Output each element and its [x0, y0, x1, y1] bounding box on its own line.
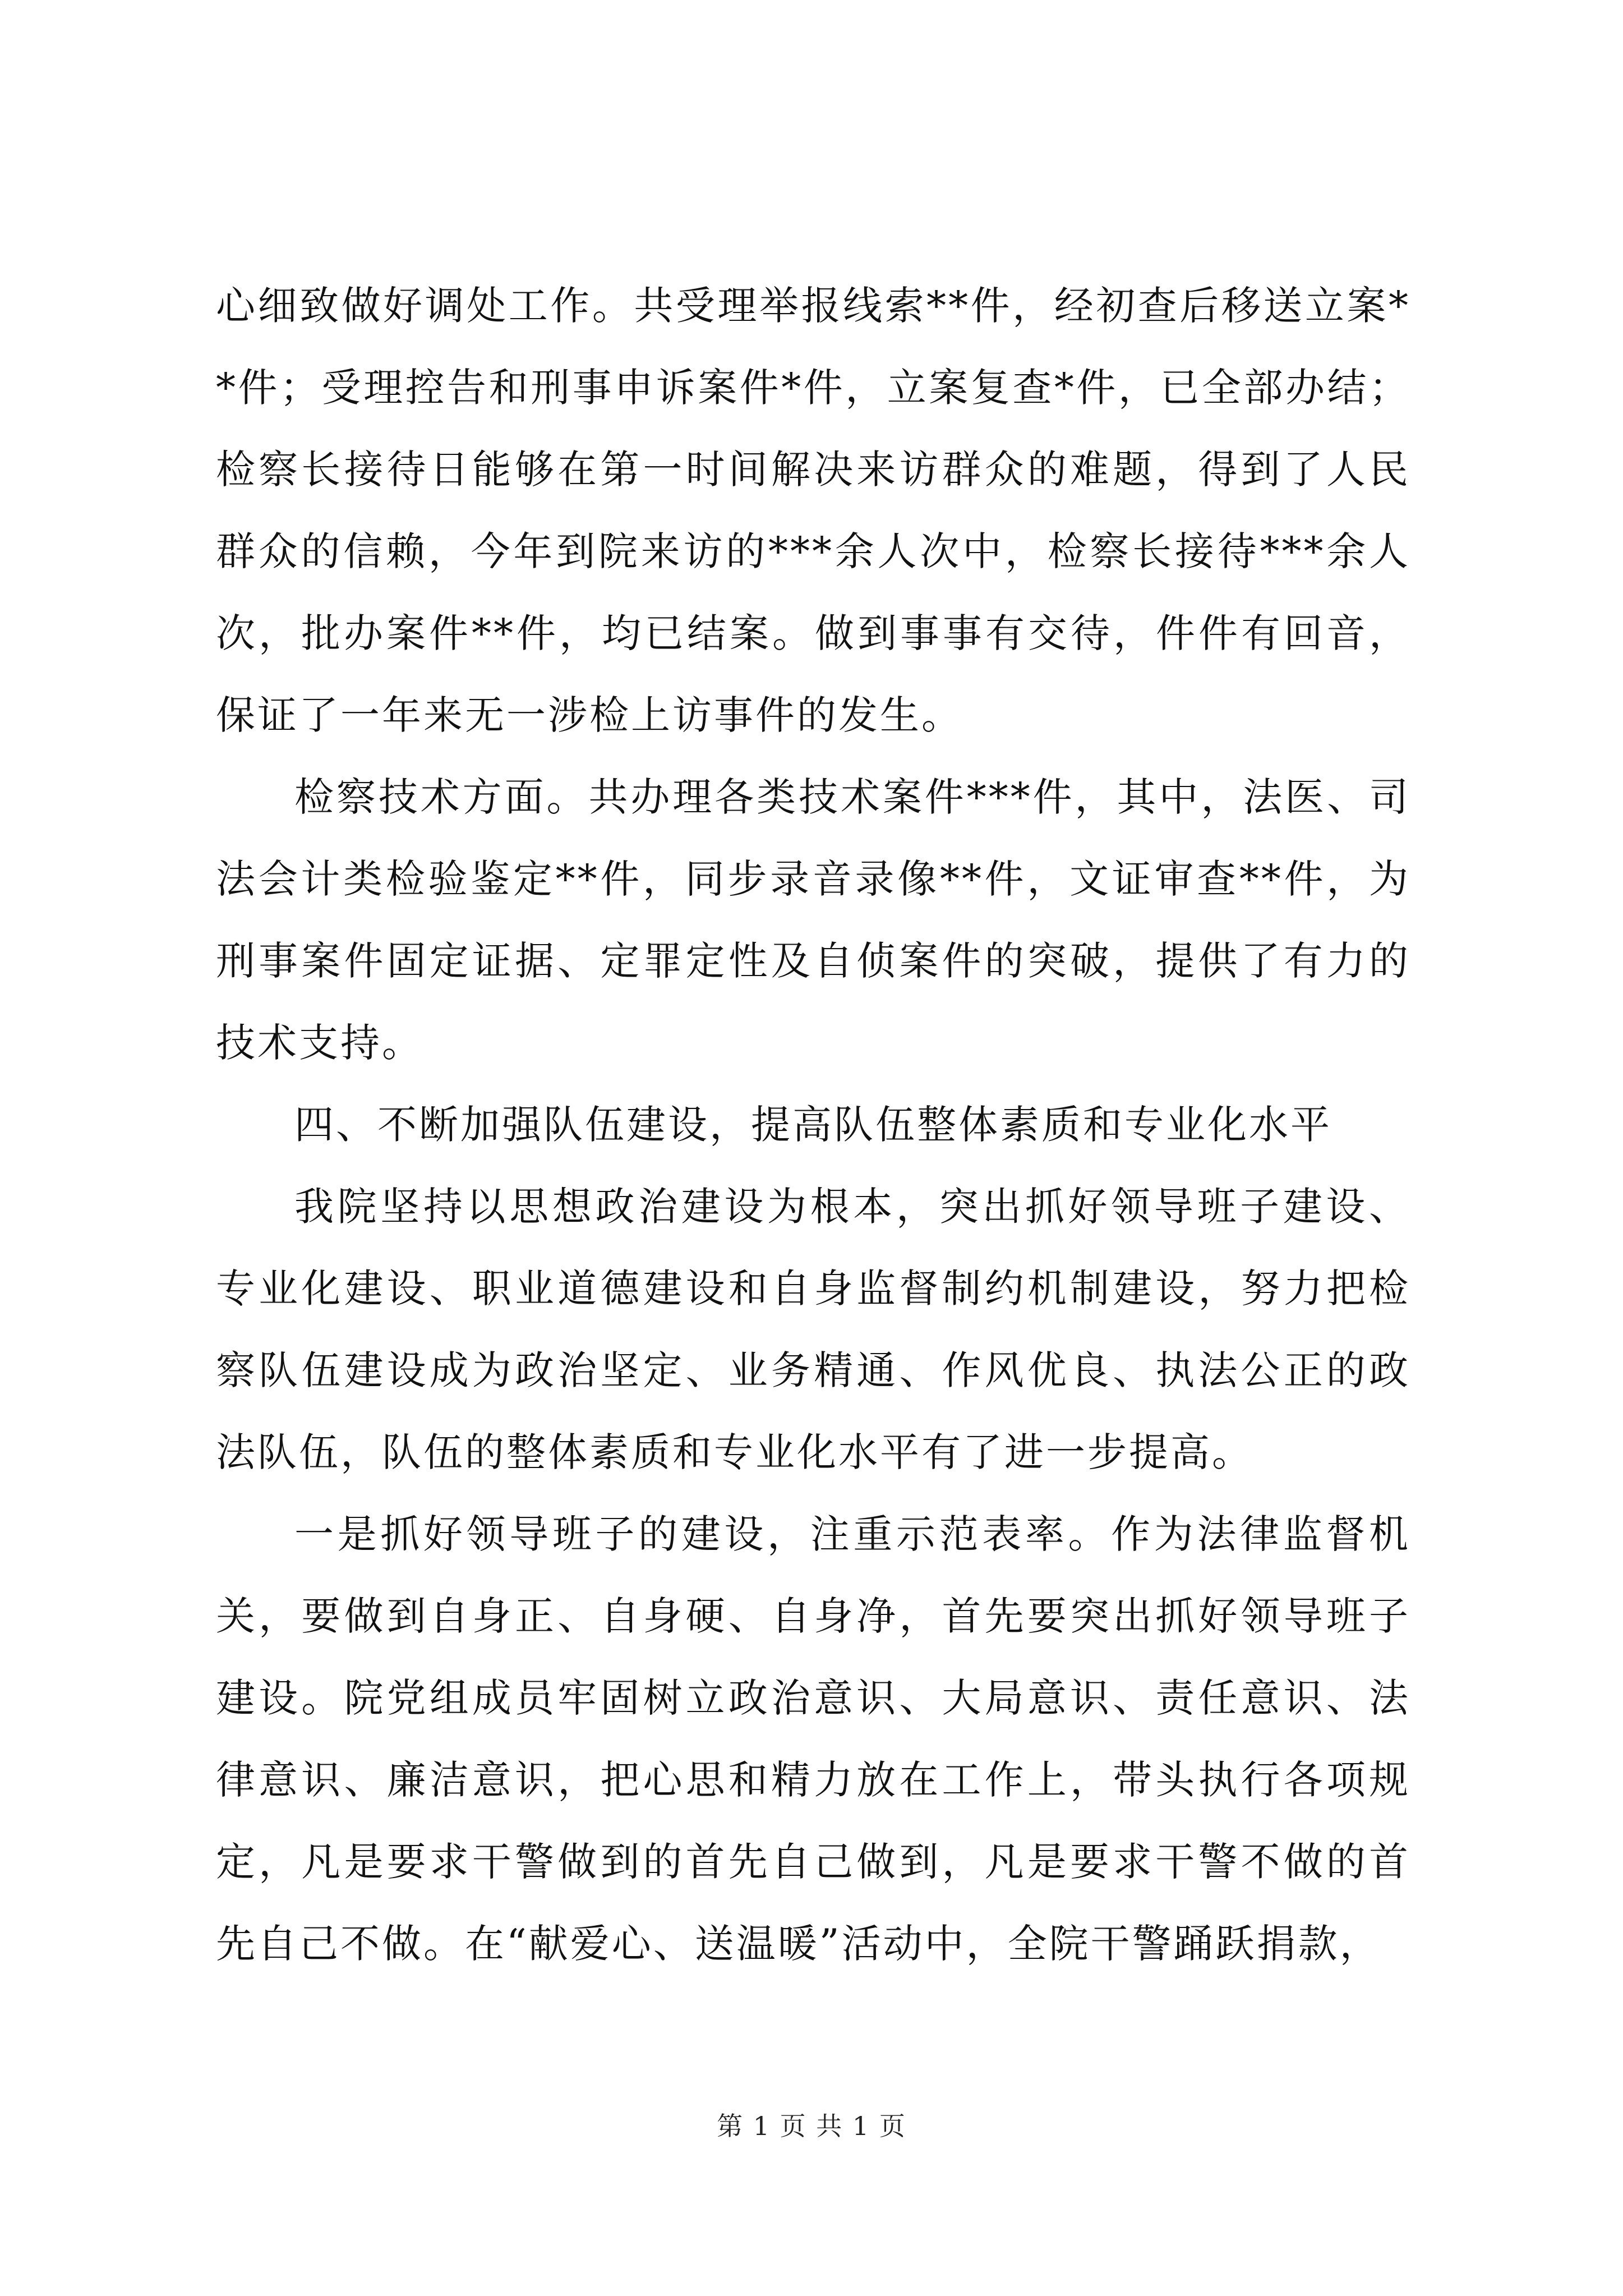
paragraph-complaint-handling: 心细致做好调处工作。共受理举报线索**件，经初查后移送立案**件；受理控告和刑事申诉案件*件，立案复查*件，已全部办结；检察长接待日能够在第一时间解决来访群众的难题，得到了人民群众的信赖，今年到院来访的***余人次中，检察长接待***余人次，批办案件**件，均已结案。做到事事有交待，件件有回音，保证了一年来无一涉检上访事件的发生。: [216, 283, 1410, 738]
paragraph-leadership-building: 一是抓好领导班子的建设，注重示范表率。作为法律监督机关，要做到自身正、自身硬、自身净，首先要突出抓好领导班子建设。院党组成员牢固树立政治意识、大局意识、责任意识、法律意识、廉洁意识，把心思和精力放在工作上，带头执行各项规定，凡是要求干警做到的首先自己做到，凡是要求干警不做的首先自己不做。在“献爱心、送温暖”活动中，全院干警踊跃捐款，: [216, 1511, 1410, 1967]
document-body: [216, 265, 1410, 1985]
paragraph-technical-work: 检察技术方面。共办理各类技术案件***件，其中，法医、司法会计类检验鉴定**件，同步录音录像**件，文证审查**件，为刑事案件固定证据、定罪定性及自侦案件的突破，提供了有力的技术支持。: [216, 774, 1410, 1066]
section-heading-team-building: 四、不断加强队伍建设，提高队伍整体素质和专业化水平: [294, 1102, 1332, 1148]
paragraph-team-building-overview: 我院坚持以思想政治建设为根本，突出抓好领导班子建设、专业化建设、职业道德建设和自身监督制约机制建设，努力把检察队伍建设成为政治坚定、业务精通、作风优良、执法公正的政法队伍，队伍的整体素质和专业化水平有了进一步提高。: [216, 1184, 1410, 1475]
page-number-footer: 第 1 页 共 1 页: [717, 2111, 906, 2141]
